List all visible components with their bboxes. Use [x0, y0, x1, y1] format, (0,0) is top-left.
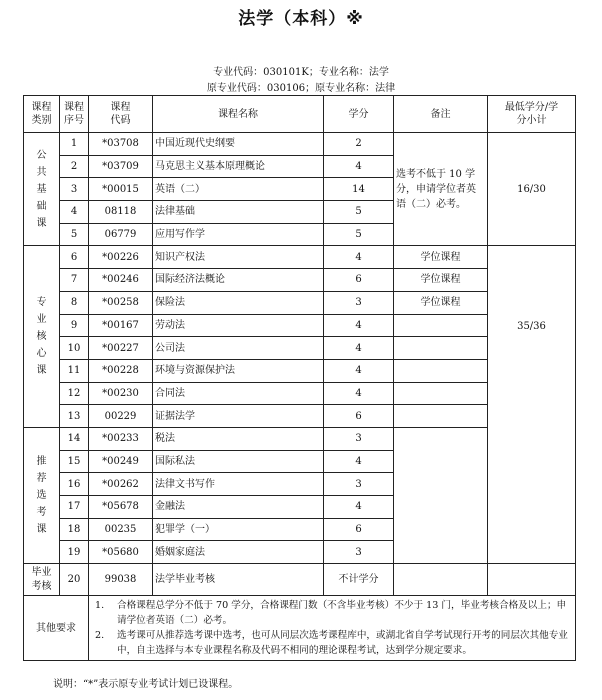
course-credit: 3: [324, 473, 394, 496]
course-seq: 13: [60, 405, 89, 428]
course-code: *00258: [89, 291, 153, 314]
course-name: 知识产权法: [153, 246, 324, 269]
course-code: *00228: [89, 359, 153, 382]
course-seq: 10: [60, 337, 89, 360]
public-note: 选考不低于 10 学分，申请学位者英语（二）必考。: [394, 133, 488, 246]
course-credit: 4: [324, 314, 394, 337]
course-table: [23, 95, 576, 661]
course-note: [394, 564, 488, 596]
page-title: 法学（本科）※: [238, 9, 364, 29]
course-note: 学位课程: [394, 269, 488, 292]
course-note: [394, 359, 488, 382]
course-seq: 7: [60, 269, 89, 292]
major-code-line: 专业代码：030101K；专业名称：法学: [213, 67, 389, 78]
original-major-code-line: 原专业代码：030106；原专业名称：法律: [206, 83, 396, 94]
course-credit: 4: [324, 382, 394, 405]
course-name: 证据法学: [153, 405, 324, 428]
course-note: [394, 405, 488, 428]
course-note: [394, 314, 488, 337]
header-credit: 学分: [324, 96, 394, 133]
course-seq: 2: [60, 155, 89, 178]
course-credit: 4: [324, 337, 394, 360]
course-name: 金融法: [153, 496, 324, 519]
table-row: [24, 246, 576, 269]
course-credit: 4: [324, 246, 394, 269]
course-name: 环境与资源保护法: [153, 359, 324, 382]
course-credit: 14: [324, 178, 394, 201]
other-requirements-label: 其他要求: [24, 596, 89, 661]
course-code: 00235: [89, 518, 153, 541]
core-min-credit: 35/36: [488, 246, 576, 564]
header-category: 课程类别: [24, 96, 60, 133]
requirement-item: 2. 选考课可从推荐选考课中选考，也可从同层次选考课程库中，或湖北省自学考试现行开考的同层次其他专业中，自主选择与本专业课程名称及代码不相同的理论课程考试，达到学分规定要求。: [95, 630, 568, 657]
course-credit: 2: [324, 133, 394, 156]
course-name: 国际私法: [153, 450, 324, 473]
category-core: 专业核心课: [24, 246, 60, 428]
course-name: 法律基础: [153, 201, 324, 224]
course-credit: 4: [324, 359, 394, 382]
header-note: 备注: [394, 96, 488, 133]
course-credit: 3: [324, 291, 394, 314]
course-code: *00226: [89, 246, 153, 269]
course-name: 马克思主义基本原理概论: [153, 155, 324, 178]
course-credit: 4: [324, 496, 394, 519]
course-seq: 4: [60, 201, 89, 224]
course-name: 税法: [153, 427, 324, 450]
course-credit: 4: [324, 450, 394, 473]
course-code: *00246: [89, 269, 153, 292]
course-code: *03709: [89, 155, 153, 178]
category-graduation: 毕业考核: [24, 564, 60, 596]
course-name: 犯罪学（一）: [153, 518, 324, 541]
course-code: *00167: [89, 314, 153, 337]
course-name: 应用写作学: [153, 223, 324, 246]
course-seq: 8: [60, 291, 89, 314]
course-name: 婚姻家庭法: [153, 541, 324, 564]
category-public: 公共基础课: [24, 133, 60, 246]
course-code: 06779: [89, 223, 153, 246]
course-code: *00227: [89, 337, 153, 360]
header-code: 课程代码: [89, 96, 153, 133]
course-credit: 5: [324, 223, 394, 246]
course-seq: 19: [60, 541, 89, 564]
category-elective: 推荐选考课: [24, 427, 60, 563]
course-credit: 6: [324, 518, 394, 541]
course-seq: 20: [60, 564, 89, 596]
course-code: 08118: [89, 201, 153, 224]
course-credit: 4: [324, 155, 394, 178]
course-seq: 14: [60, 427, 89, 450]
course-code: *00233: [89, 427, 153, 450]
course-credit: 5: [324, 201, 394, 224]
course-name: 法学毕业考核: [153, 564, 324, 596]
footnote: 说明：“*”表示原专业考试计划已设课程。: [53, 679, 239, 690]
course-name: 保险法: [153, 291, 324, 314]
course-code: *00230: [89, 382, 153, 405]
course-credit: 3: [324, 427, 394, 450]
course-seq: 11: [60, 359, 89, 382]
course-credit: 6: [324, 269, 394, 292]
course-code: *03708: [89, 133, 153, 156]
graduation-min-credit: [488, 564, 576, 596]
course-name: 中国近现代史纲要: [153, 133, 324, 156]
course-code: *00249: [89, 450, 153, 473]
other-requirements-text: [89, 596, 576, 661]
header-min-credit: 最低学分/学分小计: [488, 96, 576, 133]
course-seq: 15: [60, 450, 89, 473]
table-header-row: [24, 96, 576, 133]
course-note: [394, 337, 488, 360]
course-name: 公司法: [153, 337, 324, 360]
public-min-credit: 16/30: [488, 133, 576, 246]
course-note: [394, 382, 488, 405]
elective-note: [394, 427, 488, 563]
course-seq: 9: [60, 314, 89, 337]
header-seq: 课程序号: [60, 96, 89, 133]
course-name: 法律文书写作: [153, 473, 324, 496]
course-seq: 1: [60, 133, 89, 156]
table-row-other-requirements: [24, 596, 576, 661]
course-code: 00229: [89, 405, 153, 428]
course-code: *05680: [89, 541, 153, 564]
course-code: *00262: [89, 473, 153, 496]
header-name: 课程名称: [153, 96, 324, 133]
course-name: 劳动法: [153, 314, 324, 337]
course-credit: 3: [324, 541, 394, 564]
course-seq: 5: [60, 223, 89, 246]
table-row-graduation: [24, 564, 576, 596]
course-seq: 18: [60, 518, 89, 541]
course-note: 学位课程: [394, 291, 488, 314]
course-seq: 17: [60, 496, 89, 519]
course-seq: 12: [60, 382, 89, 405]
table-row: [24, 133, 576, 156]
course-note: 学位课程: [394, 246, 488, 269]
course-name: 合同法: [153, 382, 324, 405]
course-credit: 6: [324, 405, 394, 428]
course-code: *05678: [89, 496, 153, 519]
course-credit: 不计学分: [324, 564, 394, 596]
course-code: *00015: [89, 178, 153, 201]
course-seq: 6: [60, 246, 89, 269]
course-code: 99038: [89, 564, 153, 596]
course-seq: 3: [60, 178, 89, 201]
course-seq: 16: [60, 473, 89, 496]
course-name: 国际经济法概论: [153, 269, 324, 292]
requirement-item: 1. 合格课程总学分不低于 70 学分，合格课程门数（不含毕业考核）不少于 13 门，毕业考核合格及以上；申请学位者英语（二）必考。: [95, 600, 567, 627]
course-name: 英语（二）: [153, 178, 324, 201]
